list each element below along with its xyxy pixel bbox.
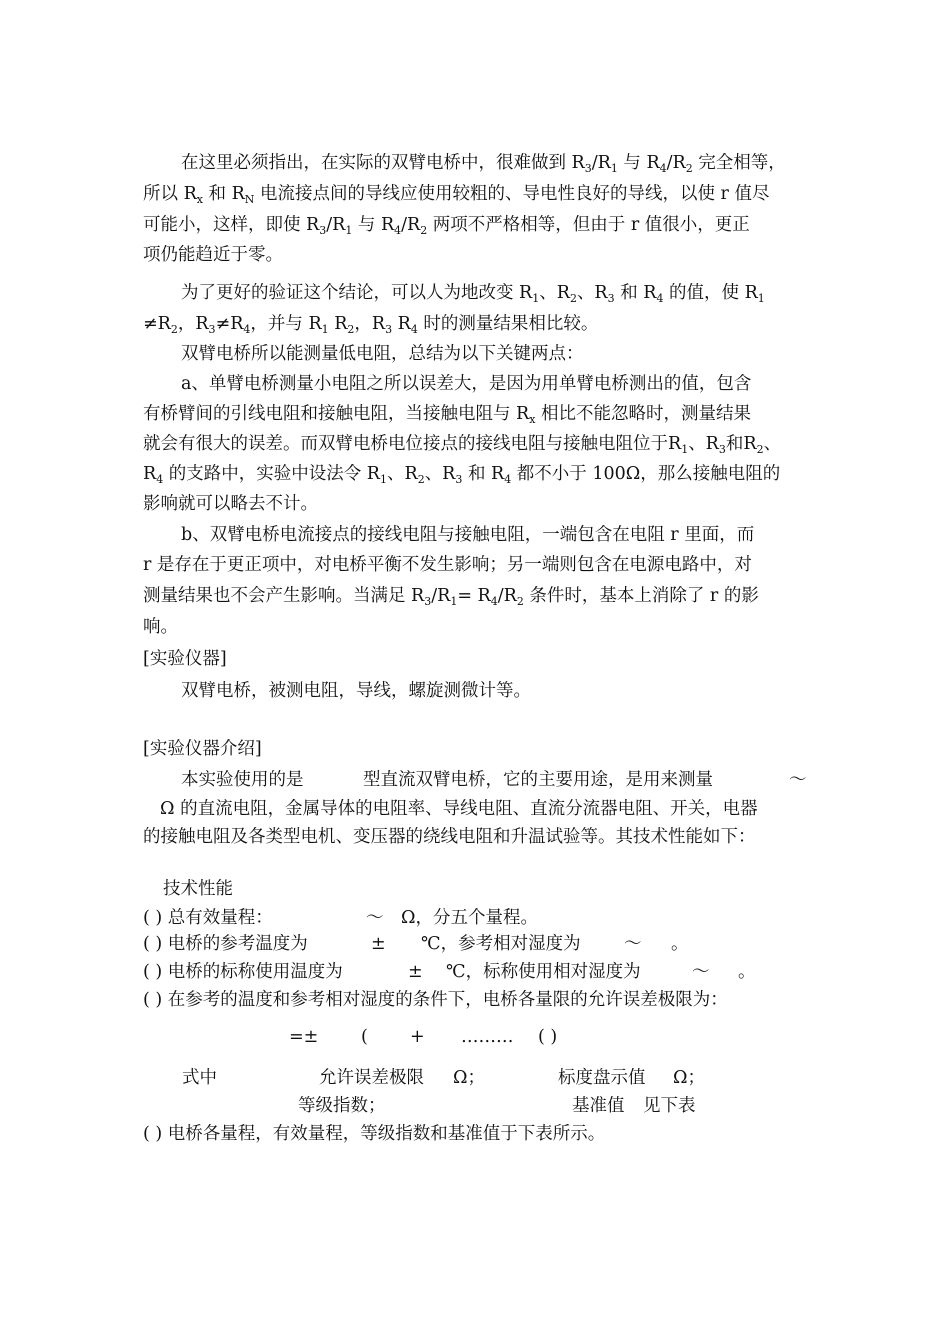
para3-line: 双臂电桥所以能测量低电阻，总结为以下关键两点： bbox=[181, 344, 584, 364]
para5-line2: r 是存在于更正项中，对电桥平衡不发生影响；另一端则包含在电源电路中，对 bbox=[143, 555, 752, 575]
para5-line1: b、双臂电桥电流接点的接线电阻与接触电阻，一端包含在电阻 r 里面，而 bbox=[181, 525, 755, 545]
formula-plus: + bbox=[410, 1027, 425, 1047]
para5-line4: 响。 bbox=[143, 617, 178, 637]
spec-title: 技术性能 bbox=[163, 879, 233, 899]
legend-seetable: 见下表 bbox=[643, 1096, 696, 1116]
legend-ohm2: Ω； bbox=[673, 1068, 706, 1088]
section-intro-title: [实验仪器介绍] bbox=[143, 739, 262, 759]
para1-line4: 项仍能趋近于零。 bbox=[143, 245, 283, 265]
intro-line1-a: 本实验使用的是 bbox=[181, 770, 304, 790]
spec-item3-b: ± bbox=[408, 962, 423, 982]
spec-item3-a: ( ) 电桥的标称使用温度为 bbox=[143, 962, 343, 982]
spec-item3-c: ℃，标称使用相对湿度为 bbox=[446, 962, 641, 982]
spec-item2-c: ℃，参考相对湿度为 bbox=[421, 934, 581, 954]
section-instruments-body: 双臂电桥，被测电阻，导线，螺旋测微计等。 bbox=[181, 681, 531, 701]
para4-line3: 就会有很大的误差。而双臂电桥电位接点的接线电阻与接触电阻位于$R_1$、$R_3$和$R_2$、 bbox=[143, 434, 782, 456]
para2-line2: $\ne R_2$，$R_3\ne R_4$，并与 $R_1$ $R_2$，$R_3$ $R_4$ 时的测量结果相比较。 bbox=[143, 314, 599, 336]
para1-line3: 可能小，这样，即使 $R_3/R_1$ 与 $R_4/R_2$ 两项不严格相等，但由于 r 值很小，更正 bbox=[143, 215, 750, 237]
spec-item2-d: ～ bbox=[624, 934, 642, 954]
spec-item1-b: ～ bbox=[366, 908, 384, 928]
para1-line1: 在这里必须指出，在实际的双臂电桥中，很难做到 $R_3/R_1$ 与 $R_4/R_2$ 完全相等， bbox=[181, 153, 786, 175]
legend-scale: 标度盘示值 bbox=[558, 1068, 646, 1088]
formula-number: ( ) bbox=[538, 1027, 558, 1047]
spec-item2-e: 。 bbox=[671, 934, 689, 954]
spec-item5: ( ) 电桥各量程，有效量程，等级指数和基准值于下表所示。 bbox=[143, 1124, 606, 1144]
para4-line4: $R_4$ 的支路中，实验中设法令 $R_1$、$R_2$、$R_3$ 和 $R_4$ 都不小于 100Ω，那么接触电阻的 bbox=[143, 464, 781, 486]
formula-eq: =± bbox=[289, 1027, 319, 1047]
spec-item1-a: ( ) 总有效量程： bbox=[143, 908, 273, 928]
spec-item2-a: ( ) 电桥的参考温度为 bbox=[143, 934, 308, 954]
intro-line3: 的接触电阻及各类型电机、变压器的绕线电阻和升温试验等。其技术性能如下： bbox=[143, 827, 756, 847]
section-instruments-title: [实验仪器] bbox=[143, 649, 227, 669]
para4-line5: 影响就可以略去不计。 bbox=[143, 494, 318, 514]
formula-dots: ……… bbox=[461, 1027, 514, 1047]
formula-paren: ( bbox=[361, 1027, 368, 1047]
legend-base: 基准值 bbox=[572, 1096, 625, 1116]
legend-grade: 等级指数； bbox=[298, 1096, 386, 1116]
para1-line2: 所以 $R_x$ 和 $R_N$ 电流接点间的导线应使用较粗的、导电性良好的导线，以使 r 值尽 bbox=[143, 184, 770, 206]
spec-item3-e: 。 bbox=[738, 962, 756, 982]
legend-ohm1: Ω； bbox=[453, 1068, 486, 1088]
spec-item1-c: Ω，分五个量程。 bbox=[401, 908, 539, 928]
spec-item4: ( ) 在参考的温度和参考相对湿度的条件下，电桥各量限的允许误差极限为： bbox=[143, 990, 728, 1010]
spec-item2-b: ± bbox=[371, 934, 386, 954]
para4-line1: a、单臂电桥测量小电阻之所以误差大，是因为用单臂电桥测出的值，包含 bbox=[181, 374, 752, 394]
para2-line1: 为了更好的验证这个结论，可以人为地改变 $R_1$、$R_2$、$R_3$ 和 $R_4$ 的值，使 $R_1$ bbox=[181, 283, 765, 305]
legend-allow: 允许误差极限 bbox=[319, 1068, 424, 1088]
spec-item3-d: ～ bbox=[692, 962, 710, 982]
intro-line2: Ω 的直流电阻，金属导体的电阻率、导线电阻、直流分流器电阻、开关，电器 bbox=[160, 799, 758, 819]
intro-line1-c: ～ bbox=[789, 770, 807, 790]
para4-line2: 有桥臂间的引线电阻和接触电阻，当接触电阻与 $R_x$ 相比不能忽略时，测量结果 bbox=[143, 404, 752, 426]
intro-line1-b: 型直流双臂电桥，它的主要用途，是用来测量 bbox=[363, 770, 713, 790]
legend-shizhong: 式中 bbox=[182, 1068, 217, 1088]
para5-line3: 测量结果也不会产生影响。当满足 $R_3/R_1= R_4/R_2$ 条件时，基本上消除了 r 的影 bbox=[143, 586, 759, 608]
